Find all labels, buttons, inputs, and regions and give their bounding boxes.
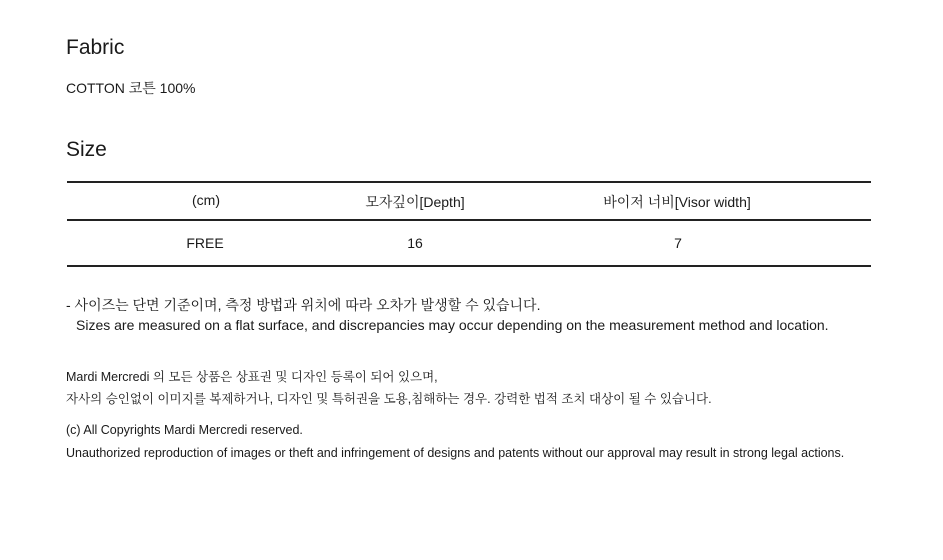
table-header-unit: (cm) xyxy=(192,192,220,208)
size-note-korean: - 사이즈는 단면 기준이며, 측정 방법과 위치에 따라 오차가 발생할 수 있습니다. xyxy=(66,297,541,313)
copyright-notice-ko-line2: 자사의 승인없이 이미지를 복제하거나, 디자인 및 특허권을 도용,침해하는 경우. 강력한 법적 조치 대상이 될 수 있습니다. xyxy=(66,392,712,406)
size-note-english: Sizes are measured on a flat surface, and discrepancies may occur depending on the measurement method and location. xyxy=(76,317,829,333)
copyright-reserved: (c) All Copyrights Mardi Mercredi reserved. xyxy=(66,423,303,437)
table-header-rule xyxy=(67,219,871,221)
fabric-composition: COTTON 코튼 100% xyxy=(66,80,196,96)
size-heading: Size xyxy=(66,138,107,161)
table-header-depth: 모자깊이[Depth] xyxy=(365,194,465,210)
table-top-rule xyxy=(67,181,871,183)
table-cell-visor-width: 7 xyxy=(674,235,682,251)
table-bottom-rule xyxy=(67,265,871,267)
table-cell-size: FREE xyxy=(186,235,224,251)
copyright-warning-en: Unauthorized reproduction of images or theft and infringement of designs and patents without our approval may result in strong legal actions. xyxy=(66,446,845,460)
fabric-heading: Fabric xyxy=(66,36,125,59)
table-cell-depth: 16 xyxy=(407,235,423,251)
copyright-notice-ko-line1: Mardi Mercredi 의 모든 상품은 상표권 및 디자인 등록이 되어 있으며, xyxy=(66,370,438,384)
table-header-visor-width: 바이저 너비[Visor width] xyxy=(603,194,751,210)
